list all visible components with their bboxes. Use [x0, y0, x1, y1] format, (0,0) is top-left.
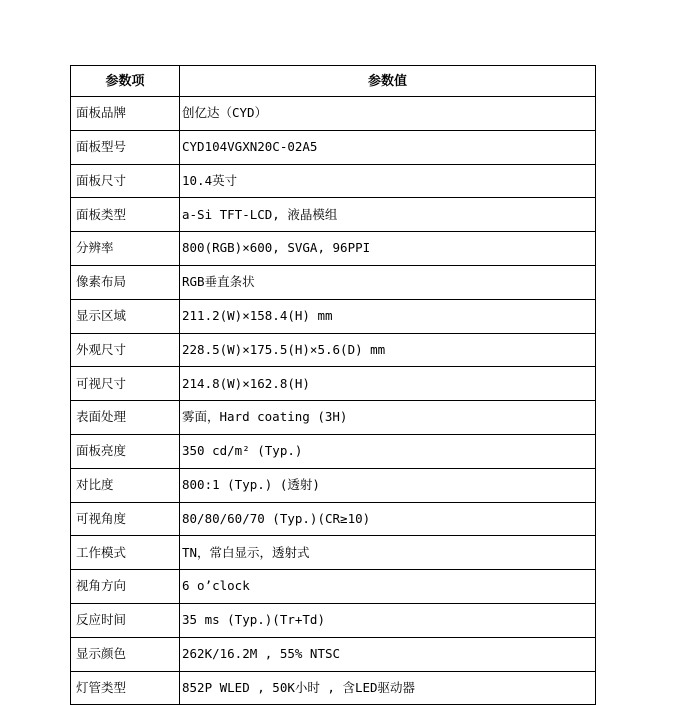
param-header-cell: 参数项 — [71, 66, 180, 97]
param-value-cell: 10.4英寸 — [180, 164, 596, 198]
table-row — [71, 367, 596, 401]
param-value-cell: TN，常白显示，透射式 — [180, 536, 596, 570]
table-row — [71, 265, 596, 299]
param-name-cell: 像素布局 — [71, 265, 180, 299]
param-value-cell: 211.2(W)×158.4(H) mm — [180, 299, 596, 333]
param-name-cell: 面板亮度 — [71, 434, 180, 468]
table-row — [71, 637, 596, 671]
table-row — [71, 468, 596, 502]
param-name-cell: 面板型号 — [71, 130, 180, 164]
param-value-cell: 雾面，Hard coating (3H) — [180, 401, 596, 435]
param-value-cell: 350 cd/m² (Typ.) — [180, 434, 596, 468]
param-name-cell: 对比度 — [71, 468, 180, 502]
param-name-cell: 可视尺寸 — [71, 367, 180, 401]
param-value-cell: 6 o’clock — [180, 570, 596, 604]
param-name-cell: 显示颜色 — [71, 637, 180, 671]
param-value-cell: CYD104VGXN20C-02A5 — [180, 130, 596, 164]
param-name-cell: 面板类型 — [71, 198, 180, 232]
table-row — [71, 401, 596, 435]
param-name-cell: 视角方向 — [71, 570, 180, 604]
param-name-cell: 灯管类型 — [71, 671, 180, 705]
param-name-cell: 可视角度 — [71, 502, 180, 536]
param-value-cell: 800:1 (Typ.) (透射) — [180, 468, 596, 502]
table-row — [71, 570, 596, 604]
param-value-cell: 228.5(W)×175.5(H)×5.6(D) mm — [180, 333, 596, 367]
param-name-cell: 分辨率 — [71, 232, 180, 266]
table-row — [71, 603, 596, 637]
param-value-cell: 852P WLED , 50K小时 , 含LED驱动器 — [180, 671, 596, 705]
table-row — [71, 536, 596, 570]
param-value-cell: 80/80/60/70 (Typ.)(CR≥10) — [180, 502, 596, 536]
param-name-cell: 工作模式 — [71, 536, 180, 570]
param-value-cell: RGB垂直条状 — [180, 265, 596, 299]
param-name-cell: 反应时间 — [71, 603, 180, 637]
param-value-cell: 214.8(W)×162.8(H) — [180, 367, 596, 401]
param-name-cell: 面板品牌 — [71, 97, 180, 131]
table-row — [71, 198, 596, 232]
param-value-cell: 800(RGB)×600, SVGA, 96PPI — [180, 232, 596, 266]
table-row — [71, 434, 596, 468]
param-value-cell: 35 ms (Typ.)(Tr+Td) — [180, 603, 596, 637]
table-header-row — [71, 66, 596, 97]
param-value-cell: 创亿达（CYD） — [180, 97, 596, 131]
table-row — [71, 671, 596, 705]
param-name-cell: 显示区域 — [71, 299, 180, 333]
param-name-cell: 外观尺寸 — [71, 333, 180, 367]
param-value-cell: 262K/16.2M , 55% NTSC — [180, 637, 596, 671]
table-row — [71, 333, 596, 367]
param-value-cell: a-Si TFT-LCD, 液晶模组 — [180, 198, 596, 232]
param-name-cell: 面板尺寸 — [71, 164, 180, 198]
table-row — [71, 164, 596, 198]
table-row — [71, 502, 596, 536]
table-row — [71, 232, 596, 266]
value-header-cell: 参数值 — [180, 66, 596, 97]
table-row — [71, 97, 596, 131]
param-name-cell: 表面处理 — [71, 401, 180, 435]
spec-table — [70, 65, 596, 705]
table-row — [71, 130, 596, 164]
table-row — [71, 299, 596, 333]
